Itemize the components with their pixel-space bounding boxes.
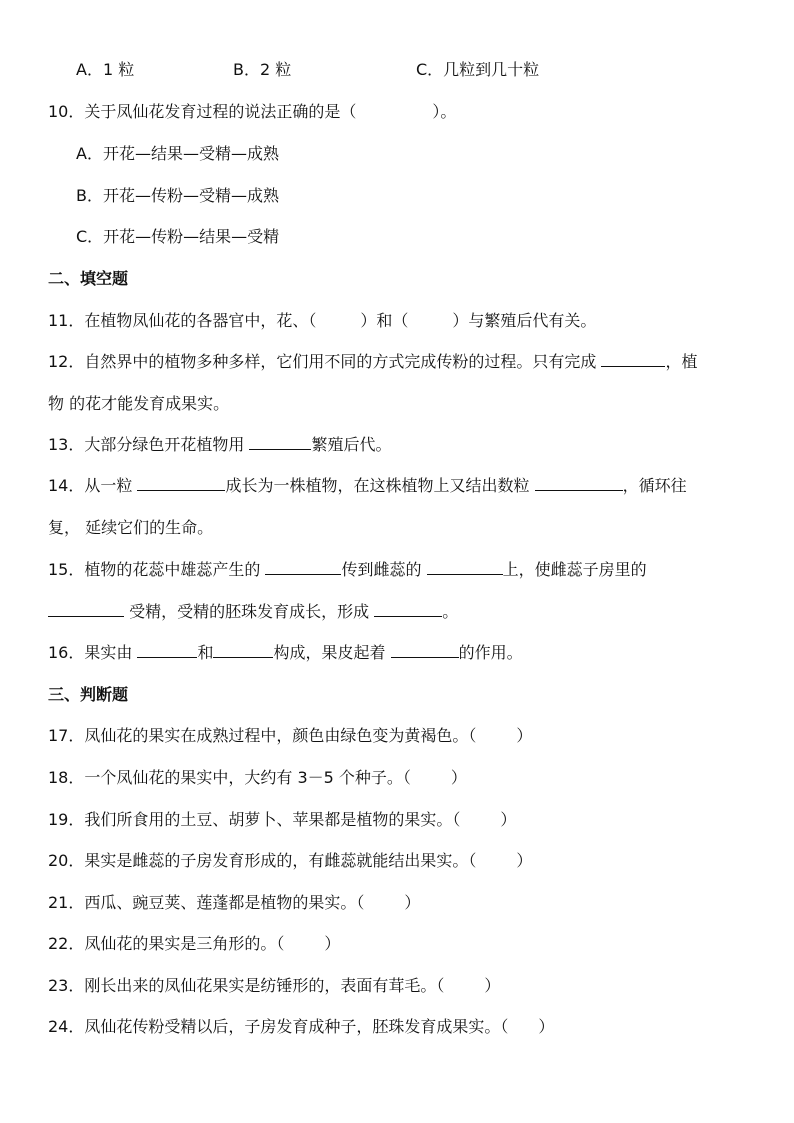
q19 bbox=[48, 808, 516, 832]
q23-text: 23．刚长出来的凤仙花果实是纺锤形的，表面有茸毛。（ bbox=[48, 976, 445, 995]
q11-mid: ）和（ bbox=[360, 311, 409, 330]
q12-line1-post: ，植 bbox=[665, 352, 698, 371]
section-heading-fill-in: 二、填空题 bbox=[48, 269, 129, 288]
q9-option-a: A．1 粒 bbox=[76, 60, 135, 79]
q15-line2-post: 。 bbox=[442, 602, 459, 621]
q17-text: 17．凤仙花的果实在成熟过程中，颜色由绿色变为黄褐色。（ bbox=[48, 726, 477, 745]
q24-close: ） bbox=[538, 1017, 555, 1036]
q13-blank[interactable] bbox=[249, 433, 311, 450]
q17-close: ） bbox=[516, 726, 533, 745]
q18 bbox=[48, 766, 467, 790]
q15-line1-post: 上，使雌蕊子房里的 bbox=[502, 560, 647, 579]
q21-text: 21．西瓜、豌豆荚、莲蓬都是植物的果实。（ bbox=[48, 893, 365, 912]
q16 bbox=[48, 641, 523, 665]
q24 bbox=[48, 1015, 554, 1039]
q24-text: 24．凤仙花传粉受精以后，子房发育成种子，胚珠发育成果实。（ bbox=[48, 1017, 509, 1036]
q11-pre: 11．在植物凤仙花的各器官中，花、（ bbox=[48, 311, 317, 330]
q13-pre: 13．大部分绿色开花植物用 bbox=[48, 435, 245, 454]
q12-line1-pre: 12．自然界中的植物多种多样，它们用不同的方式完成传粉的过程。只有完成 bbox=[48, 352, 597, 371]
q10-option-c: C．开花—传粉—结果—受精 bbox=[76, 227, 280, 246]
q23-close: ） bbox=[484, 976, 501, 995]
q16-blank-1[interactable] bbox=[137, 641, 197, 658]
q16-blank-2[interactable] bbox=[213, 641, 273, 658]
q12-blank[interactable] bbox=[601, 350, 665, 367]
q14-line-1 bbox=[48, 474, 687, 498]
q22-text: 22．凤仙花的果实是三角形的。（ bbox=[48, 934, 285, 953]
q10-stem bbox=[48, 100, 456, 124]
q12-line-2: 物 的花才能发育成果实。 bbox=[48, 394, 230, 413]
q15-blank-4[interactable] bbox=[374, 600, 442, 617]
q14-line-2: 复， 延续它们的生命。 bbox=[48, 518, 214, 537]
q14-line1-mid: 成长为一株植物，在这株植物上又结出数粒 bbox=[225, 476, 530, 495]
q11 bbox=[48, 309, 596, 333]
q15-line1-pre: 15．植物的花蕊中雄蕊产生的 bbox=[48, 560, 261, 579]
q10-stem-pre: 10．关于凤仙花发育过程的说法正确的是（ bbox=[48, 102, 357, 121]
q13-post: 繁殖后代。 bbox=[311, 435, 392, 454]
q10-stem-post: ）。 bbox=[432, 102, 457, 121]
q9-option-b: B．2 粒 bbox=[233, 60, 292, 79]
q21 bbox=[48, 891, 420, 915]
q22 bbox=[48, 932, 340, 956]
q12-line-1 bbox=[48, 350, 697, 374]
q15-blank-2[interactable] bbox=[427, 558, 503, 575]
q19-close: ） bbox=[500, 810, 517, 829]
q10-option-a: A．开花—结果—受精—成熟 bbox=[76, 144, 279, 163]
q13 bbox=[48, 433, 391, 457]
q16-blank-3[interactable] bbox=[391, 641, 459, 658]
q14-line1-pre: 14．从一粒 bbox=[48, 476, 133, 495]
q18-text: 18．一个凤仙花的果实中，大约有 3－5 个种子。（ bbox=[48, 768, 411, 787]
q21-close: ） bbox=[404, 893, 421, 912]
q15-line1-mid: 传到雌蕊的 bbox=[341, 560, 422, 579]
q19-text: 19．我们所食用的土豆、胡萝卜、苹果都是植物的果实。（ bbox=[48, 810, 461, 829]
q15-line-1 bbox=[48, 558, 647, 582]
q10-option-b: B．开花—传粉—受精—成熟 bbox=[76, 186, 279, 205]
q9-options bbox=[76, 58, 776, 82]
q23 bbox=[48, 974, 500, 998]
q15-line-2 bbox=[48, 600, 458, 624]
q16-post: 的作用。 bbox=[458, 643, 523, 662]
q18-close: ） bbox=[450, 768, 467, 787]
q20-text: 20．果实是雌蕊的子房发育形成的，有雌蕊就能结出果实。（ bbox=[48, 851, 477, 870]
q14-blank-2[interactable] bbox=[535, 474, 623, 491]
section-heading-true-false: 三、判断题 bbox=[48, 685, 129, 704]
q17 bbox=[48, 724, 532, 748]
q16-mid1: 和 bbox=[197, 643, 214, 662]
q16-mid2: 构成，果皮起着 bbox=[273, 643, 386, 662]
q15-blank-3[interactable] bbox=[48, 600, 124, 617]
q15-blank-1[interactable] bbox=[265, 558, 341, 575]
q11-post: ）与繁殖后代有关。 bbox=[452, 311, 597, 330]
q14-blank-1[interactable] bbox=[137, 474, 225, 491]
q20-close: ） bbox=[516, 851, 533, 870]
q20 bbox=[48, 849, 532, 873]
q9-option-c: C．几粒到几十粒 bbox=[416, 60, 540, 79]
q14-line1-post: ，循环往 bbox=[622, 476, 687, 495]
q22-close: ） bbox=[324, 934, 341, 953]
q15-line2-mid: 受精，受精的胚珠发育成长，形成 bbox=[129, 602, 370, 621]
q16-pre: 16．果实由 bbox=[48, 643, 133, 662]
